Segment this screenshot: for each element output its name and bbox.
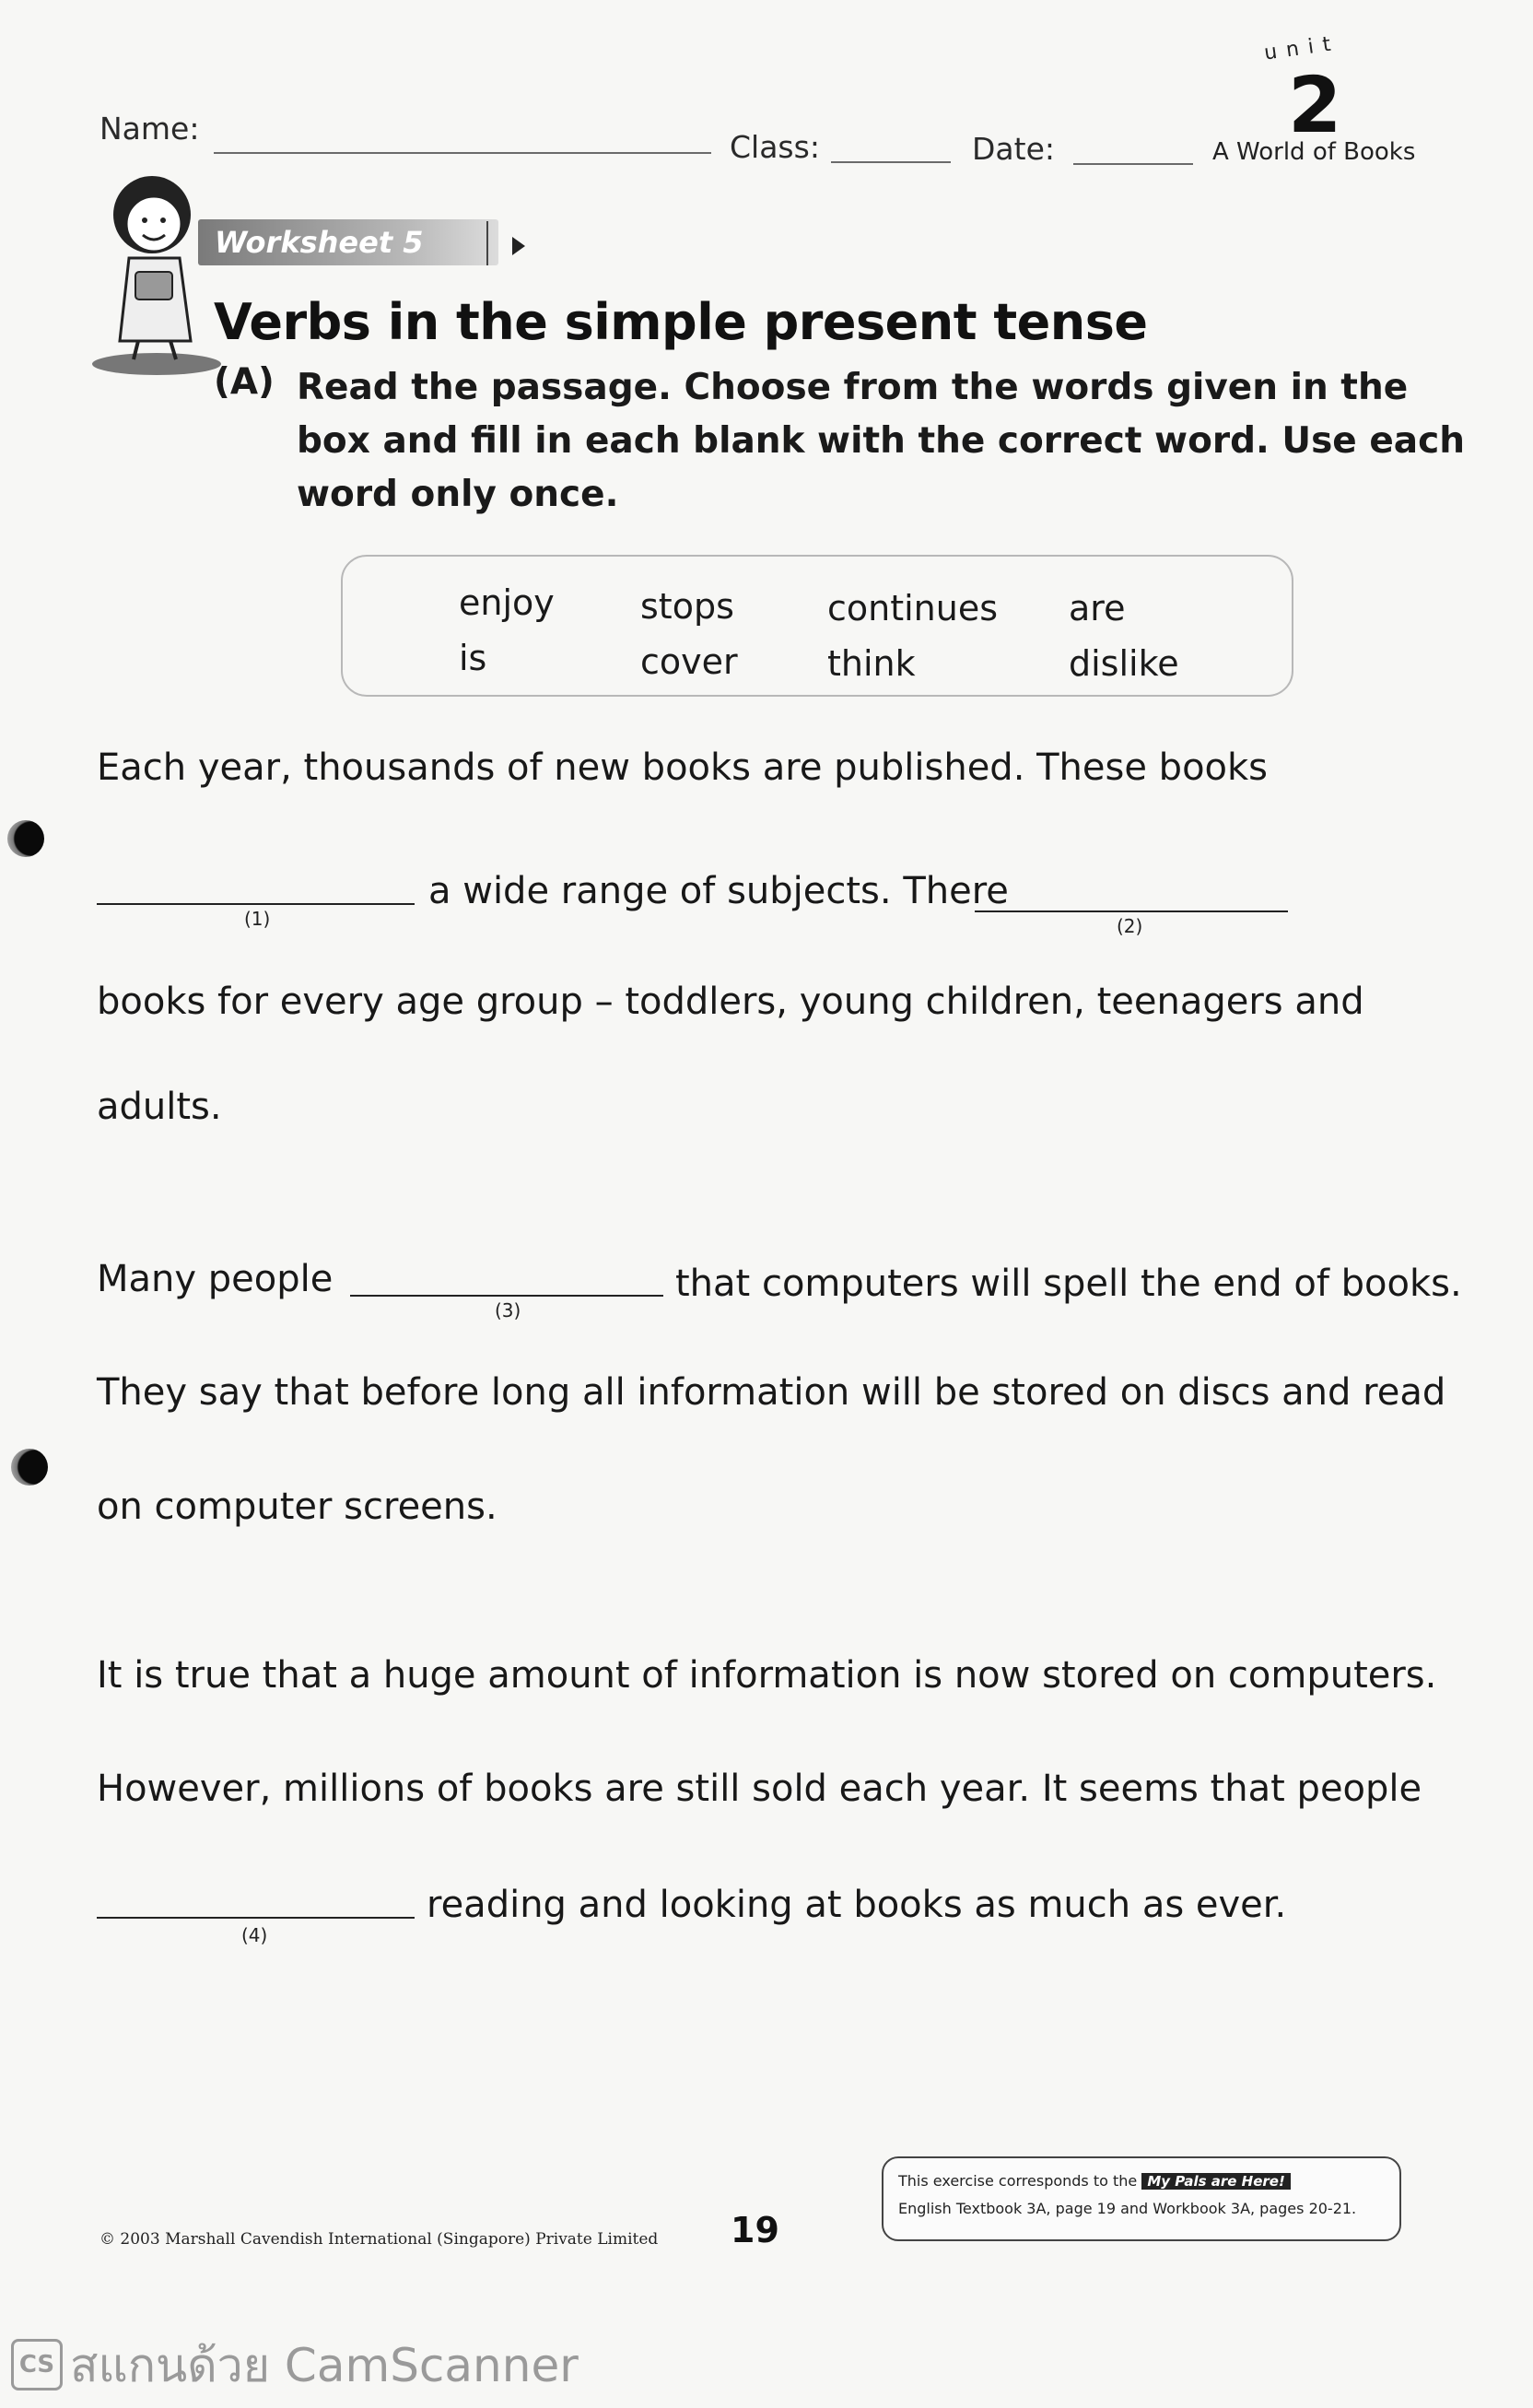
hole-punch-icon — [7, 820, 44, 857]
worksheet-title: Verbs in the simple present tense — [214, 293, 1148, 351]
word-option: cover — [640, 641, 738, 682]
blank-number: (3) — [495, 1299, 521, 1321]
word-option: enjoy — [459, 582, 555, 623]
class-label: Class: — [730, 129, 820, 165]
scanner-watermark: สแกนด้วย CamScanner — [70, 2339, 579, 2392]
passage-line: reading and looking at books as much as ever. — [427, 1884, 1287, 1926]
arrow-right-icon — [512, 237, 525, 255]
copyright: © 2003 Marshall Cavendish International (Singapore) Private Limited — [99, 2230, 659, 2249]
date-line — [1073, 163, 1193, 165]
passage-line: on computer screens. — [97, 1486, 497, 1528]
date-label: Date: — [972, 131, 1055, 167]
passage-line: Many people — [97, 1258, 334, 1300]
blank-3[interactable] — [350, 1295, 663, 1297]
unit-word: unit — [1262, 31, 1341, 65]
worksheet-badge: Worksheet 5 — [198, 219, 498, 265]
word-option: is — [459, 638, 487, 678]
note-text: This exercise corresponds to the — [898, 2172, 1138, 2190]
blank-1[interactable] — [97, 903, 415, 905]
note-text: English Textbook 3A, page 19 and Workbook 3A, pages 20-21. — [898, 2200, 1357, 2217]
word-option: think — [827, 643, 916, 684]
blank-number: (1) — [244, 908, 271, 930]
hole-punch-icon — [11, 1449, 48, 1486]
blank-number: (4) — [241, 1924, 268, 1946]
name-label: Name: — [99, 111, 200, 147]
instructions — [297, 361, 1465, 522]
blank-2[interactable] — [975, 910, 1288, 912]
unit-number: 2 — [1288, 60, 1342, 150]
passage-line: Each year, thousands of new books are published. These books — [97, 746, 1269, 789]
instruction-line: word only once. — [297, 474, 619, 515]
badge-divider — [486, 221, 488, 265]
blank-number: (2) — [1117, 915, 1143, 937]
passage-line: that computers will spell the end of books. — [675, 1263, 1462, 1305]
passage-line: However, millions of books are still sold each year. It seems that people — [97, 1768, 1422, 1810]
name-line — [214, 152, 711, 154]
word-option: stops — [640, 586, 734, 627]
passage-line: They say that before long all information will be stored on discs and read — [97, 1371, 1446, 1414]
blank-4[interactable] — [97, 1917, 415, 1919]
series-tag: My Pals are Here! — [1141, 2173, 1290, 2190]
passage-line: a wide range of subjects. There — [428, 870, 1009, 912]
word-option: continues — [827, 588, 999, 628]
word-option: dislike — [1069, 643, 1179, 684]
class-line — [831, 161, 951, 163]
unit-title: A World of Books — [1212, 138, 1416, 166]
passage-line: books for every age group – toddlers, young children, teenagers and — [97, 981, 1364, 1023]
girl-mascot-icon — [88, 170, 226, 378]
section-label: (A) — [214, 361, 275, 403]
passage-line: adults. — [97, 1086, 222, 1128]
passage-line: It is true that a huge amount of information is now stored on computers. — [97, 1654, 1437, 1697]
word-option: are — [1069, 588, 1126, 628]
camscanner-logo-icon: CS — [11, 2339, 63, 2390]
instruction-line: box and fill in each blank with the correct word. Use each — [297, 420, 1465, 462]
textbook-note — [882, 2156, 1401, 2241]
instruction-line: Read the passage. Choose from the words given in the — [297, 367, 1409, 408]
page-number: 19 — [731, 2210, 779, 2250]
